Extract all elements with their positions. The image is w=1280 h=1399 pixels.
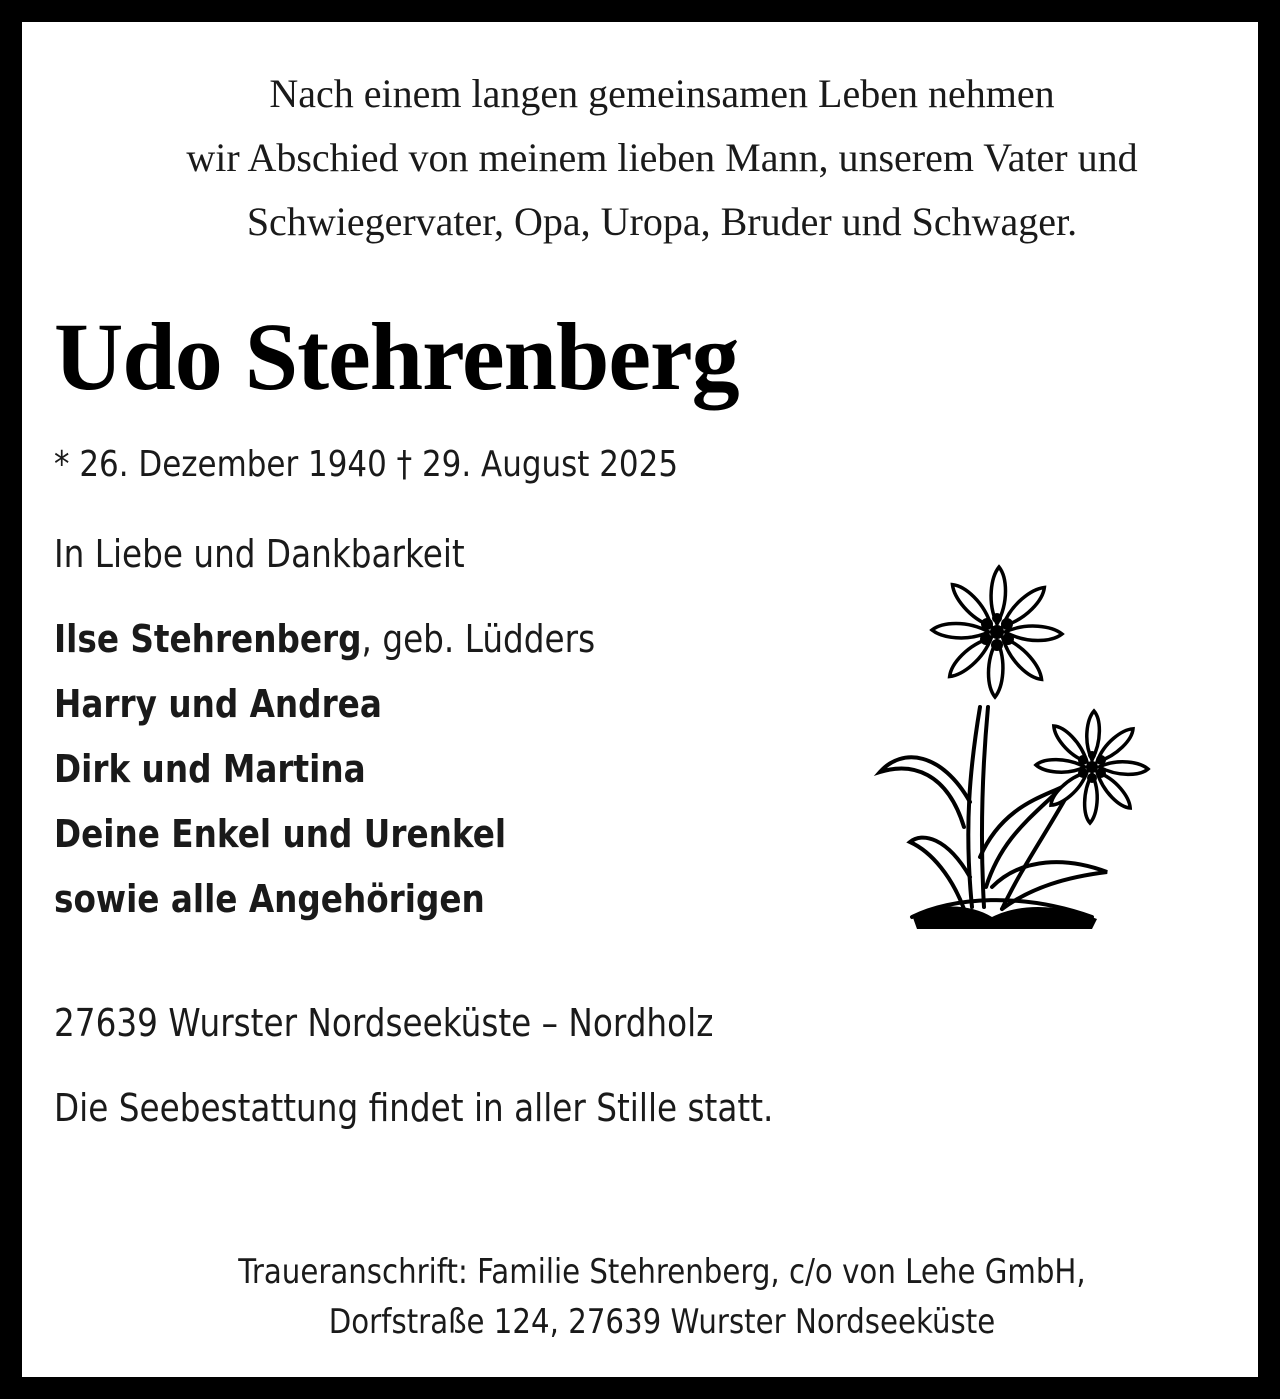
family-line-text: Harry und Andrea <box>54 682 382 726</box>
location: 27639 Wurster Nordseeküste – Nordholz <box>54 1001 714 1045</box>
dedication: In Liebe und Dankbarkeit <box>54 532 465 576</box>
address-line: Dorfstraße 124, 27639 Wurster Nordseeküste <box>328 1302 996 1342</box>
intro-text <box>62 62 1262 254</box>
address-line: Traueranschrift: Familie Stehrenberg, c/o von Lehe GmbH, <box>238 1252 1086 1292</box>
family-name-bold: Ilse Stehrenberg <box>54 617 362 661</box>
family-line <box>54 867 595 932</box>
family-line <box>54 737 595 802</box>
intro-line: Schwiegervater, Opa, Uropa, Bruder und Schwager. <box>246 199 1078 244</box>
family-line-text: sowie alle Angehörigen <box>54 877 485 921</box>
intro-line: Nach einem langen gemeinsamen Leben nehmen <box>269 71 1055 116</box>
mourning-address <box>62 1247 1262 1347</box>
life-dates: * 26. Dezember 1940 † 29. August 2025 <box>54 444 679 485</box>
family-maiden-name: , geb. Lüdders <box>361 617 596 661</box>
deceased-name: Udo Stehrenberg <box>54 303 739 410</box>
family-list <box>54 607 683 932</box>
family-line-text: Deine Enkel und Urenkel <box>54 812 507 856</box>
family-line <box>54 672 595 737</box>
edelweiss-icon <box>852 557 1152 937</box>
family-line <box>54 607 595 672</box>
burial-note: Die Seebestattung findet in aller Stille statt. <box>54 1086 774 1130</box>
family-line <box>54 802 595 867</box>
intro-line: wir Abschied von meinem lieben Mann, unserem Vater und <box>186 135 1138 180</box>
family-line-text: Dirk und Martina <box>54 747 366 791</box>
